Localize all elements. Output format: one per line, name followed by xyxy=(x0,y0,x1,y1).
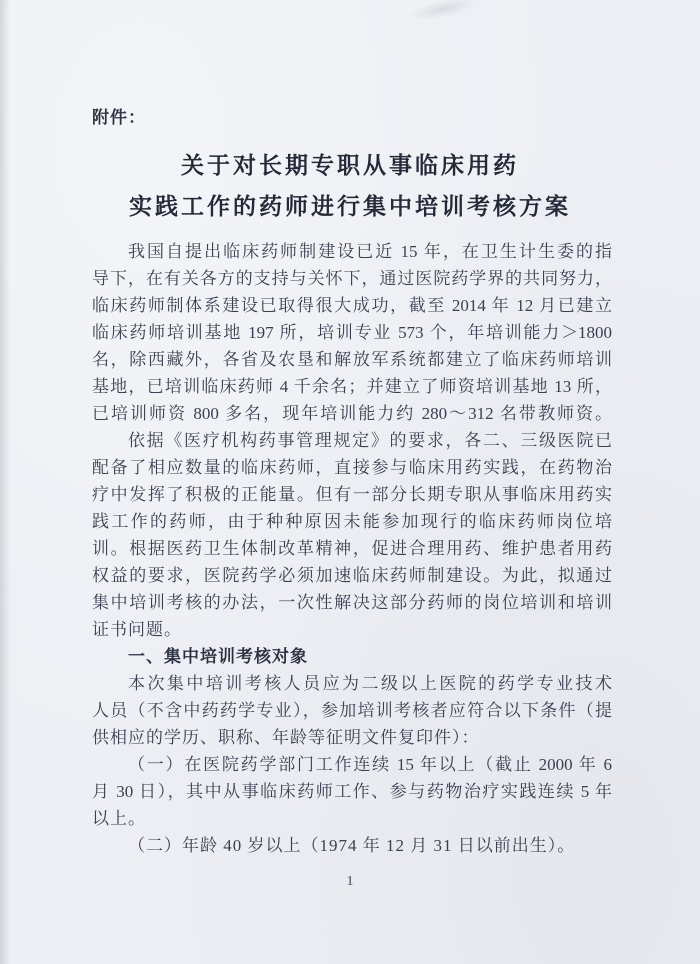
paragraph-background xyxy=(92,427,612,643)
text-line: 基地，已培训临床药师 4 千余名；并建立了师资培训基地 13 所， xyxy=(92,377,612,396)
title-line-1: 关于对长期专职从事临床用药 xyxy=(181,153,519,178)
text-line: 权益的要求，医院药学必须加速临床药师制建设。为此，拟通过 xyxy=(92,566,612,585)
text-line: 本次集中培训考核人员应为二级以上医院的药学专业技术 xyxy=(128,674,612,693)
text-line: 已培训师资 800 多名，现年培训能力约 280～312 名带教师资。 xyxy=(92,404,612,423)
text-line: 我国自提出临床药师制建设已近 15 年，在卫生计生委的指 xyxy=(128,242,612,261)
paragraph-eligibility xyxy=(92,670,612,751)
text-line: 以上。 xyxy=(92,809,146,828)
text-line: 临床药师培训基地 197 所，培训专业 573 个，年培训能力＞1800 xyxy=(92,323,612,342)
text-line: 人员（不含中药药学专业），参加培训考核者应符合以下条件（提 xyxy=(92,701,612,720)
section-1 xyxy=(92,643,612,670)
text-line: 导下，在有关各方的支持与关怀下，通过医院药学界的共同努力， xyxy=(92,269,612,288)
title-line-2: 实践工作的药师进行集中培训考核方案 xyxy=(129,194,571,219)
condition-item-1 xyxy=(92,751,612,832)
page-number: 1 xyxy=(346,874,354,889)
text-line: （一）在医院药学部门工作连续 15 年以上（截止 2000 年 6 xyxy=(128,755,612,774)
condition-item-2 xyxy=(92,832,612,859)
document-body xyxy=(92,238,612,859)
text-line: 供相应的学历、职称、年龄等征明文件复印件）： xyxy=(92,728,480,747)
text-line: （二）年龄 40 岁以上（1974 年 12 月 31 日以前出生）。 xyxy=(128,836,576,855)
document-title xyxy=(0,145,700,227)
text-line: 临床药师制体系建设已取得很大成功，截至 2014 年 12 月已建立 xyxy=(92,296,612,315)
text-line: 名，除西藏外，各省及农垦和解放军系统都建立了临床药师培训 xyxy=(92,350,612,369)
text-line: 证书问题。 xyxy=(92,620,182,639)
text-line: 依据《医疗机构药事管理规定》的要求，各二、三级医院已 xyxy=(128,431,612,450)
text-line: 集中培训考核的办法，一次性解决这部分药师的岗位培训和培训 xyxy=(92,593,612,612)
text-line: 配备了相应数量的临床药师，直接参与临床用药实践，在药物治 xyxy=(92,458,612,477)
text-line: 践工作的药师，由于种种原因未能参加现行的临床药师岗位培 xyxy=(92,512,612,531)
text-line: 疗中发挥了积极的正能量。但有一部分长期专职从事临床用药实 xyxy=(92,485,612,504)
paragraph-intro xyxy=(92,238,612,427)
text-line: 训。根据医药卫生体制改革精神，促进合理用药、维护患者用药 xyxy=(92,539,612,558)
section-1-heading: 一、集中培训考核对象 xyxy=(128,647,308,666)
attachment-label: 附件： xyxy=(92,108,146,127)
text-line: 月 30 日），其中从事临床药师工作、参与药物治疗实践连续 5 年 xyxy=(92,782,612,801)
scan-artifact xyxy=(407,0,479,25)
